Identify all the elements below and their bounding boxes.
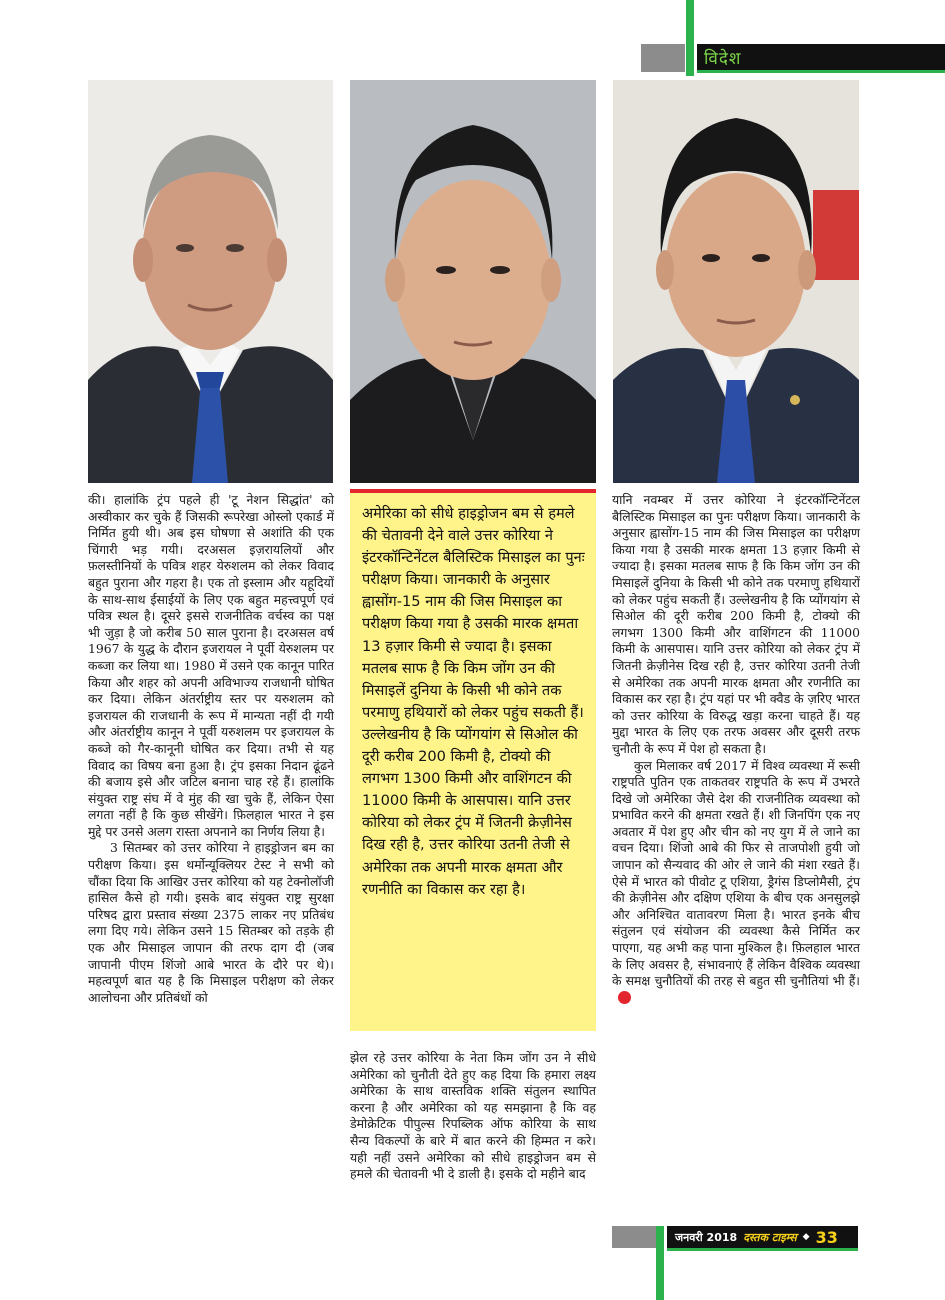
separator-diamond-icon: ◆	[802, 1232, 810, 1242]
article-paragraph-final	[612, 758, 860, 1007]
pull-quote-text: अमेरिका को सीधे हाइड्रोजन बम से हमले की चेतावनी देने वाले उत्तर कोरिया ने इंटरकॉन्टिनेंटल बैलिस्टिक मिसाइल का पुनः परीक्षण किया। जानकारी के अनुसार ह्वासोंग-15 नाम की जिस मिसाइल का परीक्षण किया गया है उसकी मारक क्षमता 13 हज़ार किमी से ज्यादा है। इसका मतलब साफ है कि किम जोंग उन की मिसाइलें दुनिया के किसी भी कोने तक परमाणु हथियारों को लेकर पहुंच सकती हैं। उल्लेखनीय है कि प्योंगयांग से सिओल की दूरी करीब 200 किमी है, टोक्यो की लगभग 1300 किमी और वाशिंगटन की 11000 किमी के आसपास। यानि उत्तर कोरिया को लेकर ट्रंप में जितनी क्रेज़ीनेस दिख रही है, उत्तर कोरिया उतनी तेजी से अमेरिका तक अपनी मारक क्षमता और रणनीति का विकास कर रहा है।	[362, 505, 585, 898]
portrait-photo-2	[350, 80, 596, 483]
issue-date: जनवरी 2018	[675, 1230, 738, 1244]
portrait-photo-1	[88, 80, 333, 483]
portrait-1-image	[88, 80, 333, 483]
footer-accent-underline	[667, 1248, 858, 1251]
section-label: विदेश	[704, 49, 742, 69]
article-paragraph: यानि नवम्बर में उत्तर कोरिया ने इंटरकॉन्टिनेंटल बैलिस्टिक मिसाइल का पुनः परीक्षण किया। जानकारी के अनुसार ह्वासोंग-15 नाम की जिस मिसाइल का परीक्षण किया गया है उसकी मारक क्षमता 13 हज़ार किमी से ज्यादा है। इसका मतलब साफ है कि किम जोंग उन की मिसाइलें दुनिया के किसी भी कोने तक परमाणु हथियारों को लेकर पहुंच सकती हैं। उल्लेखनीय है कि प्योंगयांग से सिओल की दूरी करीब 200 किमी है, टोक्यो की लगभग 1300 किमी और वाशिंगटन की 11000 किमी के आसपास। यानि उत्तर कोरिया को लेकर ट्रंप में जितनी क्रेज़ीनेस दिख रही है, उत्तर कोरिया उतनी तेजी से अमेरिका तक अपनी मारक क्षमता और रणनीति का विकास कर रहा है। ट्रंप यहां पर भी क्वैड के ज़रिए भारत को उत्तर कोरिया के विरुद्ध खड़ा करना चाहते हैं। यह मुद्दा भारत के लिए एक तरफ अवसर और दूसरी तरफ चुनौती के रूप में पेश हो सकता है।	[612, 492, 860, 756]
footer-bar	[667, 1226, 858, 1248]
magazine-name: दस्तक टाइम्स	[743, 1230, 797, 1244]
header-gray-block	[641, 44, 685, 72]
portrait-3-image	[613, 80, 859, 483]
article-paragraph: 3 सितम्बर को उत्तर कोरिया ने हाइड्रोजन बम का परीक्षण किया। इस थर्मोन्यूक्लियर टेस्ट ने सभी को चौंका दिया कि आखिर उत्तर कोरिया को यह टेक्नोलॉजी हासिल कैसे हो गयी। इसके बाद संयुक्त राष्ट्र सुरक्षा परिषद द्वारा प्रस्ताव संख्या 2375 लाकर नए प्रतिबंध लगा दिए गये। लेकिन उसने 15 सितम्बर को तड़के ही एक और मिसाइल जापान की तरफ दाग दी (जब जापानी पीएम शिंजो आबे भारत के दौरे पर थे)। महत्वपूर्ण बात यह है कि मिसाइल परीक्षण को लेकर आलोचना और प्रतिबंधों को	[88, 840, 334, 1005]
article-column-1	[88, 492, 334, 1006]
article-paragraph: झेल रहे उत्तर कोरिया के नेता किम जोंग उन ने सीधे अमेरिका को चुनौती देते हुए कह दिया कि हमारा लक्ष्य अमेरिका के साथ वास्तविक शक्ति संतुलन स्थापित करना है और अमेरिका को यह समझाना है कि वह डेमोक्रेटिक पीपुल्स रिपब्लिक ऑफ कोरिया के साथ सैन्य विकल्पों के बारे में बात करने की हिम्मत न करे। यही नहीं उसने अमेरिका को सीधे हाइड्रोजन बम से हमले की चेतावनी भी दे डाली है। इसके दो महीने बाद	[350, 1050, 596, 1182]
portrait-2-image	[350, 80, 596, 483]
header-accent-vertical	[686, 0, 694, 76]
end-mark-icon	[618, 991, 631, 1004]
article-paragraph-text: कुल मिलाकर वर्ष 2017 में विश्व व्यवस्था में रूसी राष्ट्रपति पुतिन एक ताकतवर राष्ट्रपति के रूप में उभरते दिखे जो अमेरिका जैसे देश की राजनीतिक व्यवस्था को प्रभावित करने की क्षमता रखते हैं। शी जिनपिंग एक नए अवतार में पेश हुए और चीन को नए युग में ले जाने का वचन दिया। शिंजो आबे की फिर से ताजपोशी हुयी जो जापान को सैन्यवाद की ओर ले जाने की मंशा रखते हैं। ऐसे में भारत को पीवोट टू एशिया, ड्रैगंस डिप्लोमैसी, ट्रंप की क्रेज़ीनेस और दक्षिण एशिया के बीच एक अनसुलझे और अनिश्चित वातावरण मिला है। भारत इनके बीच संतुलन एवं संयोजन की व्यवस्था कैसे निर्मित कर पाएगा, यह अभी कह पाना मुश्किल है। फ़िलहाल भारत के लिए अवसर है, संभावनाएं हैं लेकिन वैश्विक व्यवस्था के समक्ष चुनौतियों की तरह से बहुत सी चुनौतियां भी हैं।	[612, 757, 860, 989]
article-paragraph: की। हालांकि ट्रंप पहले ही 'टू नेशन सिद्धांत' को अस्वीकार कर चुके हैं जिसकी रूपरेखा ओस्लो एकार्ड में निर्मित हुयी थी। अब इस घोषणा से अशांति की एक चिंगारी भड़ गयी। दरअसल इज़रायलियों और फ़लस्तीनियों के पवित्र शहर येरुशलम को लेकर विवाद बहुत पुराना और गहरा है। एक तो इस्लाम और यहूदियों के साथ-साथ ईसाईयों के लिए एक बहुत महत्त्वपूर्ण एवं पवित्र स्थल है। दूसरे इससे राजनीतिक वर्चस्व का पक्ष भी जुड़ा है जो करीब 50 साल पुराना है। दरअसल वर्ष 1967 के युद्ध के दौरान इजरायल ने पूर्वी येरुशलम पर कब्जा कर लिया था। 1980 में उसने एक कानून पारित किया और शहर को अपनी अविभाज्य राजधानी घोषित कर दिया। लेकिन अंतर्राष्ट्रीय स्तर पर यरुशलम को इजरायल की राजधानी के रूप में मान्यता नहीं दी गयी और अंतर्राष्ट्रीय कानून ने पूर्वी यरुशलम पर इजरायल के कब्जे को गैर-कानूनी घोषित कर दिया। तभी से यह विवाद का विषय बना हुआ है। ट्रंप इसका निदान ढूंढने की बजाय इसे और जटिल बनाना चाह रहे हैं। हालांकि संयुक्त राष्ट्र संघ में वे मुंह की खा चुके हैं, लेकिन ऐसा लगता नहीं है कि कुछ सीखेंगे। फ़िलहाल भारत ने इस मुद्दे पर उनसे अलग रास्ता अपनाने का निर्णय लिया है।	[88, 492, 334, 839]
header-accent-underline	[697, 70, 945, 73]
article-column-2	[350, 1050, 596, 1183]
portrait-photo-3	[613, 80, 859, 483]
article-column-3	[612, 492, 860, 1006]
pull-quote-box	[350, 489, 596, 1031]
footer-gray-block	[612, 1226, 656, 1248]
page-number: 33	[815, 1227, 838, 1247]
footer-accent-vertical	[656, 1226, 664, 1300]
